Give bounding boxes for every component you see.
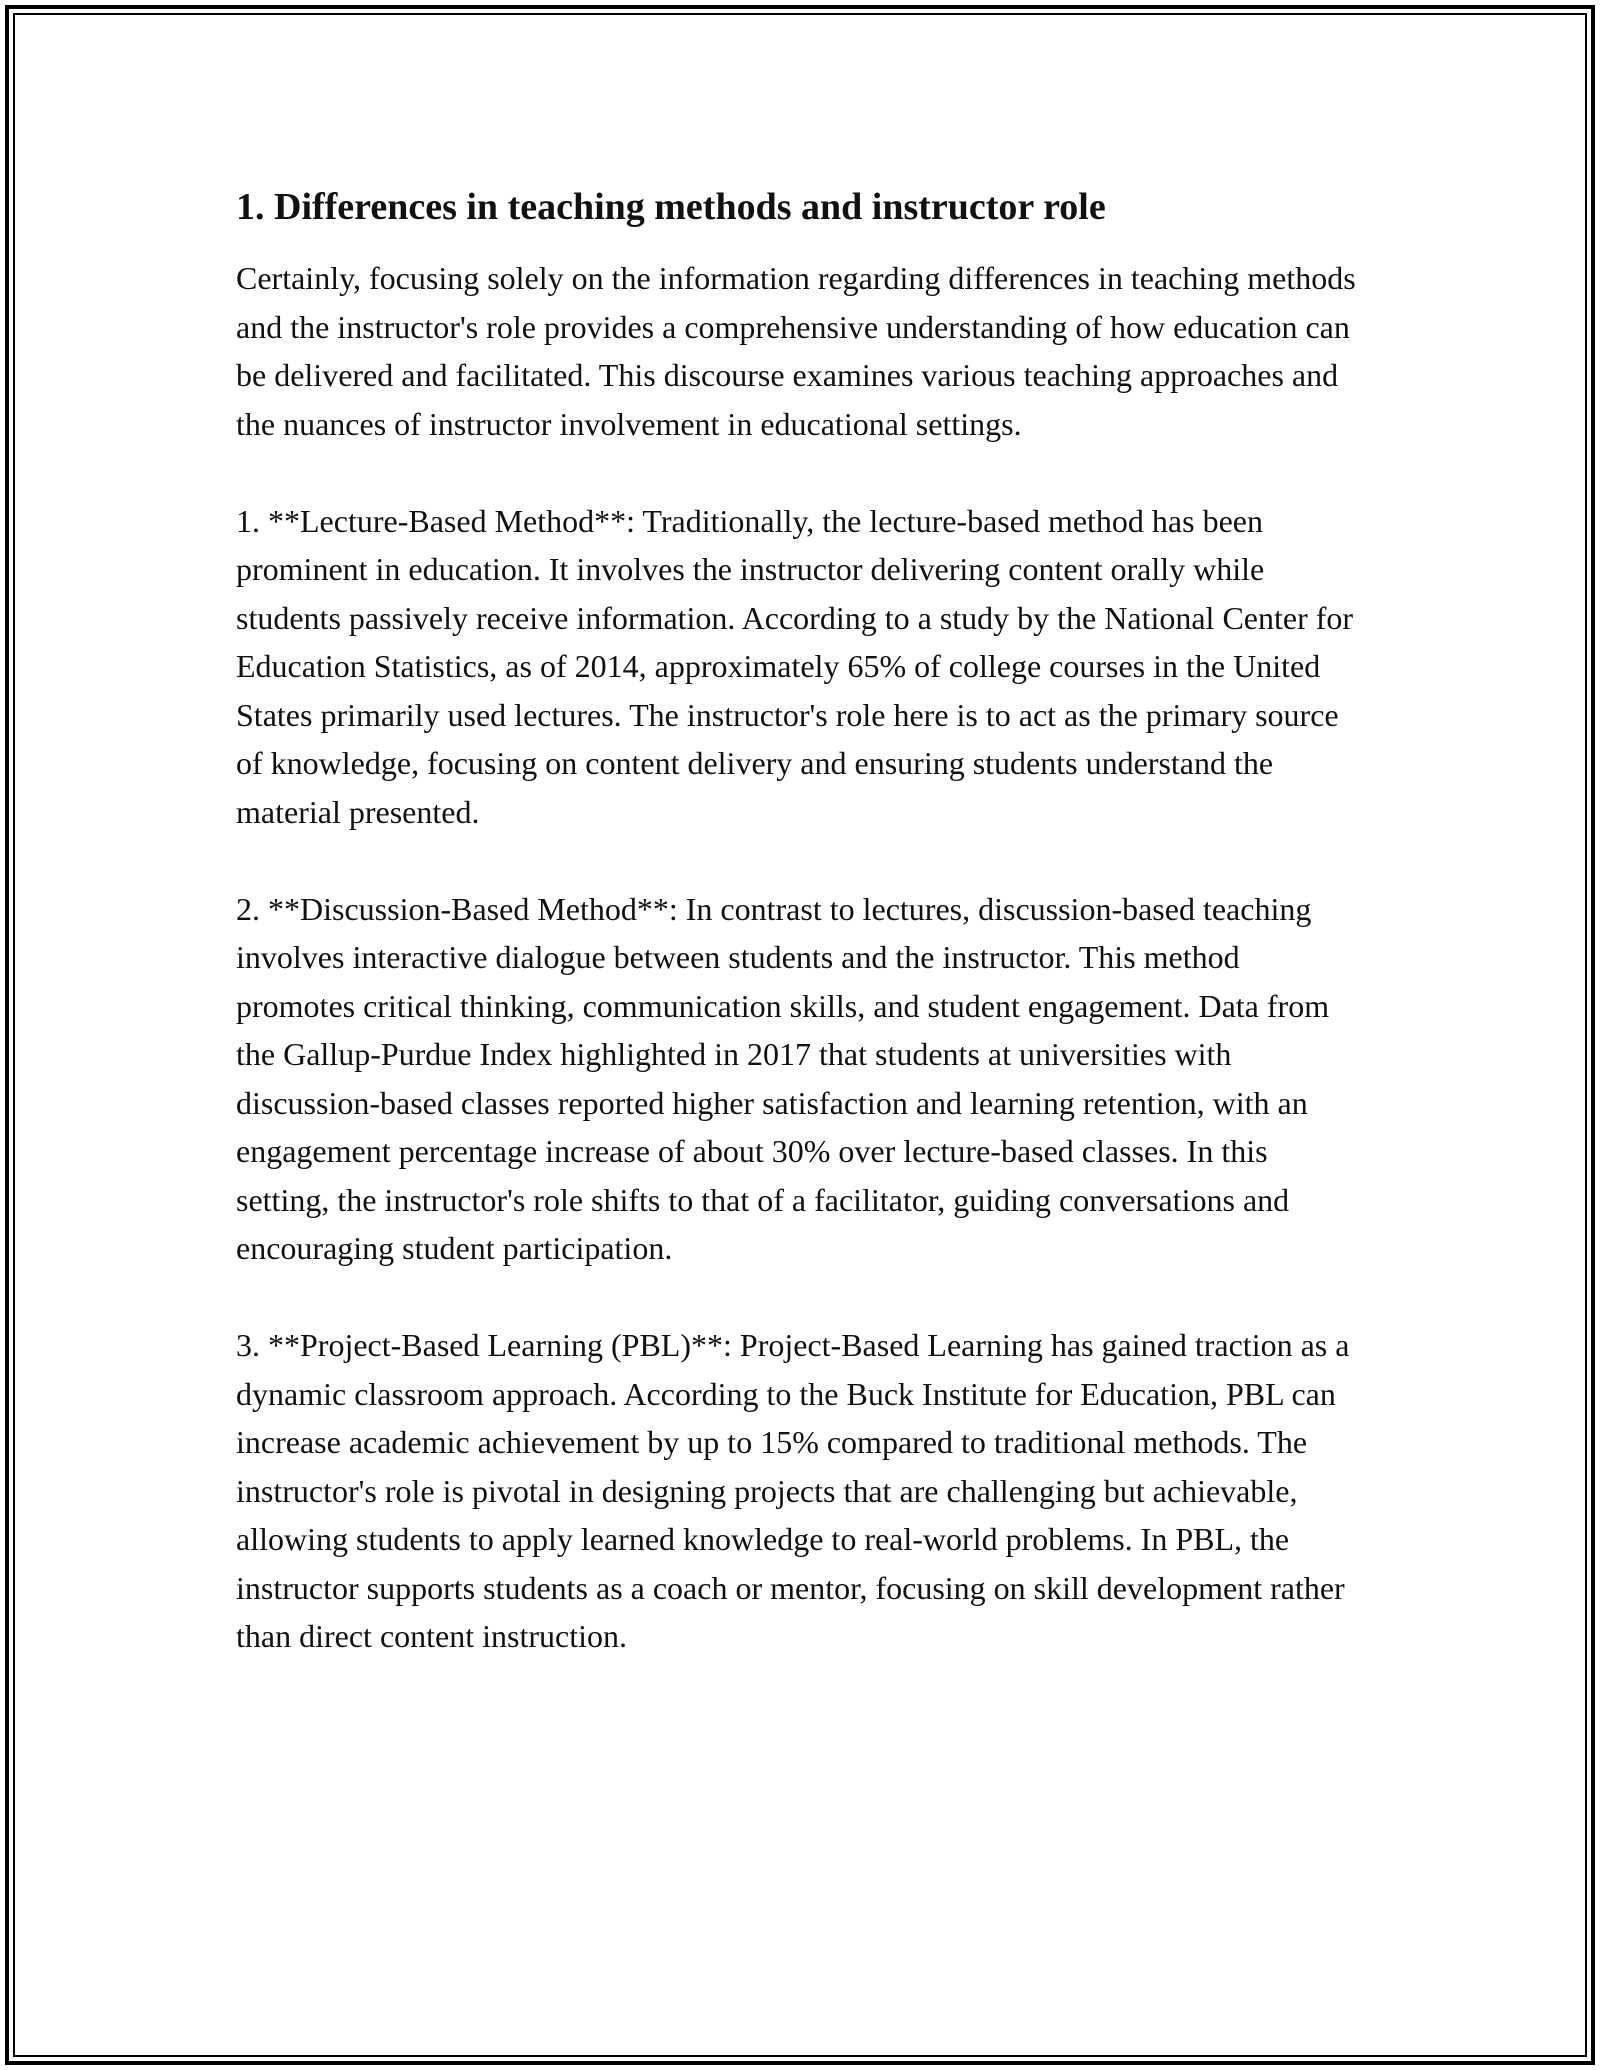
intro-paragraph: Certainly, focusing solely on the information regarding differences in teaching methods and the instructor's role provides a comprehensive understanding of how education can be delivered and facilitated. This discourse examines various teaching approaches and the nuances of instructor involvement in educational settings. (236, 260, 1356, 442)
document-body (236, 183, 1366, 1709)
discussion-method-paragraph: 2. **Discussion-Based Method**: In contrast to lectures, discussion-based teaching involves interactive dialogue between students and the instructor. This method promotes critical thinking, communication skills, and student engagement. Data from the Gallup-Purdue Index highlighted in 2017 that students at universities with discussion-based classes reported higher satisfaction and learning retention, with an engagement percentage increase of about 30% over lecture-based classes. In this setting, the instructor's role shifts to that of a facilitator, guiding conversations and encouraging student participation. (236, 890, 1330, 1267)
project-based-learning-paragraph: 3. **Project-Based Learning (PBL)**: Project-Based Learning has gained traction as a dynamic classroom approach. According to the Buck Institute for Education, PBL can increase academic achievement by up to 15% compared to traditional methods. The instructor's role is pivotal in designing projects that are challenging but achievable, allowing students to apply learned knowledge to real-world problems. In PBL, the instructor supports students as a coach or mentor, focusing on skill development rather than direct content instruction. (236, 1327, 1350, 1655)
section-heading: 1. Differences in teaching methods and instructor role (236, 186, 1106, 228)
lecture-method-paragraph: 1. **Lecture-Based Method**: Traditionally, the lecture-based method has been prominent in education. It involves the instructor delivering content orally while students passively receive information. According to a study by the National Center for Education Statistics, as of 2014, approximately 65% of college courses in the United States primarily used lectures. The instructor's role here is to act as the primary source of knowledge, focusing on content delivery and ensuring students understand the material presented. (236, 502, 1354, 830)
